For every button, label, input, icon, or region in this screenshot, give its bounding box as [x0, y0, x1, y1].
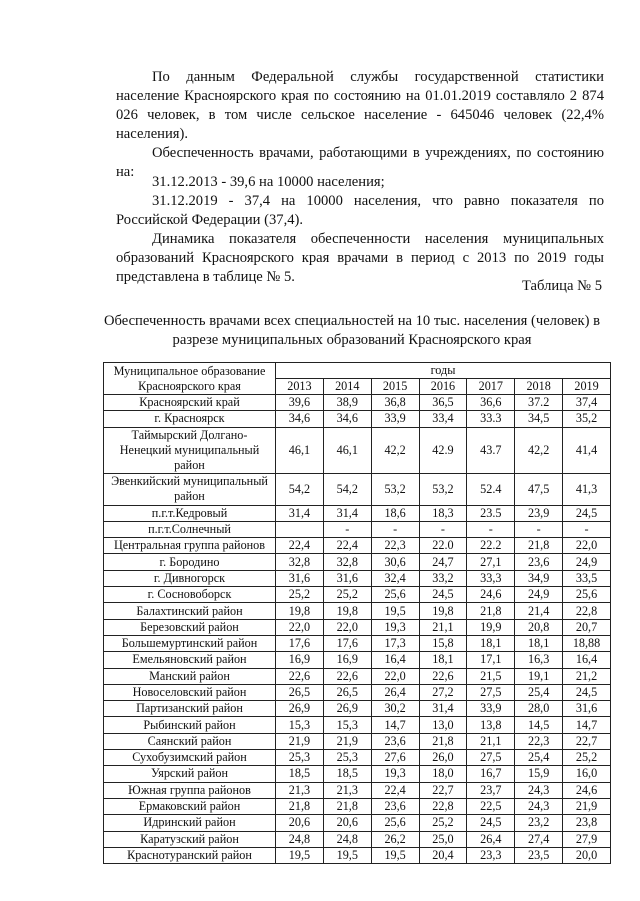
row-value-cell: 34,5: [515, 411, 563, 427]
row-value-cell: 42.9: [419, 427, 467, 473]
paragraph-population: По данным Федеральной службы государственной статистики население Красноярского края по состоянию на 01.01.2019 составляло 2 874 026 человек, в том числе сельское население - 645046 человек (22,4% населения).: [116, 69, 604, 142]
row-value-cell: 42,2: [515, 427, 563, 473]
table-row: [104, 750, 611, 766]
row-municipality-name: Рыбинский район: [104, 717, 276, 733]
row-value-cell: 30,6: [371, 554, 419, 570]
row-municipality-name: г. Сосновоборск: [104, 587, 276, 603]
row-value-cell: 18,1: [419, 652, 467, 668]
table-row: [104, 603, 611, 619]
row-value-cell: 19,9: [467, 619, 515, 635]
row-value-cell: 24,8: [276, 831, 324, 847]
row-municipality-name: Партизанский район: [104, 701, 276, 717]
row-value-cell: 22,0: [563, 538, 611, 554]
row-value-cell: 25,2: [419, 815, 467, 831]
row-value-cell: 23,5: [515, 847, 563, 863]
row-value-cell: 16,4: [563, 652, 611, 668]
paragraph-2019-value: 31.12.2019 - 37,4 на 10000 населения, что равно показателя по Российской Федерации (37,4).: [116, 193, 604, 228]
row-value-cell: 16,9: [276, 652, 324, 668]
row-value-cell: 33.3: [467, 411, 515, 427]
row-value-cell: 27,1: [467, 554, 515, 570]
row-value-cell: 26,9: [276, 701, 324, 717]
row-value-cell: 46,1: [323, 427, 371, 473]
row-value-cell: 43.7: [467, 427, 515, 473]
row-value-cell: 25,6: [371, 587, 419, 603]
row-value-cell: 37.2: [515, 395, 563, 411]
table-row: [104, 538, 611, 554]
row-value-cell: 21,8: [515, 538, 563, 554]
row-value-cell: 23,2: [515, 815, 563, 831]
row-value-cell: 17,6: [323, 635, 371, 651]
header-municipality: Муниципальное образование Красноярского края: [104, 363, 276, 395]
row-municipality-name: Каратузский район: [104, 831, 276, 847]
row-value-cell: 22,8: [419, 798, 467, 814]
row-value-cell: 34,6: [323, 411, 371, 427]
row-value-cell: 25,3: [323, 750, 371, 766]
header-year: 2014: [323, 379, 371, 395]
row-value-cell: 23,7: [467, 782, 515, 798]
row-value-cell: 16,7: [467, 766, 515, 782]
row-value-cell: 19,3: [371, 619, 419, 635]
row-municipality-name: п.г.т.Кедровый: [104, 505, 276, 521]
table-row: [104, 554, 611, 570]
row-value-cell: 47,5: [515, 473, 563, 505]
row-value-cell: 20,0: [563, 847, 611, 863]
row-municipality-name: Новоселовский район: [104, 684, 276, 700]
row-value-cell: 25,2: [323, 587, 371, 603]
row-value-cell: 54,2: [276, 473, 324, 505]
row-value-cell: 26,0: [419, 750, 467, 766]
row-municipality-name: Идринский район: [104, 815, 276, 831]
row-value-cell: 19,8: [419, 603, 467, 619]
row-value-cell: 36,8: [371, 395, 419, 411]
paragraph-dynamics: Динамика показателя обеспеченности населения муниципальных образований Красноярского края врачами в период с 2013 по 2019 годы представлена в таблице № 5.: [116, 231, 604, 285]
row-value-cell: 15,8: [419, 635, 467, 651]
row-value-cell: 24,7: [419, 554, 467, 570]
table-row: [104, 395, 611, 411]
row-value-cell: 23,9: [515, 505, 563, 521]
row-value-cell: 21,8: [467, 603, 515, 619]
row-value-cell: 21,8: [276, 798, 324, 814]
row-value-cell: -: [467, 521, 515, 537]
row-value-cell: 22,3: [515, 733, 563, 749]
row-value-cell: 33,9: [467, 701, 515, 717]
table-row: [104, 587, 611, 603]
row-value-cell: 23,6: [371, 798, 419, 814]
row-value-cell: 31,4: [323, 505, 371, 521]
row-value-cell: 27,9: [563, 831, 611, 847]
row-value-cell: 22.0: [419, 538, 467, 554]
row-value-cell: 39,6: [276, 395, 324, 411]
row-value-cell: 19,1: [515, 668, 563, 684]
row-value-cell: 24,3: [515, 798, 563, 814]
table-row: [104, 831, 611, 847]
row-municipality-name: Центральная группа районов: [104, 538, 276, 554]
row-value-cell: 31,6: [323, 570, 371, 586]
table-row: [104, 505, 611, 521]
row-value-cell: 26,5: [323, 684, 371, 700]
row-value-cell: 21,5: [467, 668, 515, 684]
row-value-cell: 19,8: [323, 603, 371, 619]
row-value-cell: 22,7: [563, 733, 611, 749]
row-value-cell: 15,9: [515, 766, 563, 782]
row-value-cell: 18,1: [515, 635, 563, 651]
row-value-cell: -: [323, 521, 371, 537]
table-row: [104, 815, 611, 831]
row-value-cell: 19,3: [371, 766, 419, 782]
row-value-cell: 27,5: [467, 750, 515, 766]
row-value-cell: 22,7: [419, 782, 467, 798]
row-value-cell: 27,6: [371, 750, 419, 766]
row-municipality-name: Уярский район: [104, 766, 276, 782]
row-municipality-name: Березовский район: [104, 619, 276, 635]
row-value-cell: 22,5: [467, 798, 515, 814]
row-value-cell: 31,4: [276, 505, 324, 521]
row-value-cell: 33,3: [467, 570, 515, 586]
row-value-cell: 23,3: [467, 847, 515, 863]
row-value-cell: 18,88: [563, 635, 611, 651]
row-municipality-name: Емельяновский район: [104, 652, 276, 668]
header-year: 2016: [419, 379, 467, 395]
header-years-group: годы: [276, 363, 611, 379]
row-value-cell: 24,9: [515, 587, 563, 603]
row-value-cell: 14,7: [371, 717, 419, 733]
row-municipality-name: г. Красноярск: [104, 411, 276, 427]
row-value-cell: 20,7: [563, 619, 611, 635]
row-value-cell: 24,5: [563, 505, 611, 521]
table-label: Таблица № 5: [522, 278, 602, 294]
row-value-cell: 24,9: [563, 554, 611, 570]
row-value-cell: 20,6: [276, 815, 324, 831]
row-value-cell: 22,6: [276, 668, 324, 684]
row-value-cell: 53,2: [371, 473, 419, 505]
row-municipality-name: Краснотуранский район: [104, 847, 276, 863]
row-value-cell: 21,2: [563, 668, 611, 684]
row-value-cell: 27,2: [419, 684, 467, 700]
row-value-cell: 22,6: [419, 668, 467, 684]
table-row: [104, 701, 611, 717]
row-value-cell: 22,0: [276, 619, 324, 635]
row-municipality-name: Манский район: [104, 668, 276, 684]
row-municipality-name: Сухобузимский район: [104, 750, 276, 766]
row-value-cell: 42,2: [371, 427, 419, 473]
row-value-cell: 19,5: [371, 847, 419, 863]
row-value-cell: 26,9: [323, 701, 371, 717]
row-value-cell: 20,8: [515, 619, 563, 635]
row-value-cell: 17,3: [371, 635, 419, 651]
table-row: [104, 847, 611, 863]
row-municipality-name: Ермаковский район: [104, 798, 276, 814]
header-year: 2019: [563, 379, 611, 395]
header-year: 2013: [276, 379, 324, 395]
row-value-cell: 18,5: [276, 766, 324, 782]
row-value-cell: 19,5: [276, 847, 324, 863]
row-value-cell: 24,5: [563, 684, 611, 700]
row-value-cell: 26,2: [371, 831, 419, 847]
row-value-cell: 19,8: [276, 603, 324, 619]
row-value-cell: 17,1: [467, 652, 515, 668]
row-value-cell: 26,4: [371, 684, 419, 700]
row-value-cell: 21,1: [419, 619, 467, 635]
row-value-cell: -: [419, 521, 467, 537]
row-municipality-name: г. Бородино: [104, 554, 276, 570]
row-value-cell: 33,2: [419, 570, 467, 586]
row-value-cell: 35,2: [563, 411, 611, 427]
row-value-cell: 41,4: [563, 427, 611, 473]
header-year: 2015: [371, 379, 419, 395]
row-value-cell: 31,6: [276, 570, 324, 586]
table-row: [104, 619, 611, 635]
table-row: [104, 570, 611, 586]
row-value-cell: 24,6: [467, 587, 515, 603]
row-value-cell: 15,3: [323, 717, 371, 733]
table-row: [104, 782, 611, 798]
row-value-cell: 22,3: [371, 538, 419, 554]
table-row: [104, 668, 611, 684]
row-value-cell: 22,8: [563, 603, 611, 619]
row-value-cell: 21,4: [515, 603, 563, 619]
table-row: [104, 798, 611, 814]
row-value-cell: 36,6: [467, 395, 515, 411]
row-municipality-name: п.г.т.Солнечный: [104, 521, 276, 537]
row-value-cell: 22,0: [371, 668, 419, 684]
table-row: [104, 717, 611, 733]
row-value-cell: 16,0: [563, 766, 611, 782]
row-value-cell: 22,4: [371, 782, 419, 798]
row-value-cell: 18,3: [419, 505, 467, 521]
table-row: [104, 684, 611, 700]
row-value-cell: 33,5: [563, 570, 611, 586]
row-value-cell: 22.2: [467, 538, 515, 554]
row-value-cell: 24,5: [419, 587, 467, 603]
table-row: [104, 473, 611, 505]
row-value-cell: 19,5: [323, 847, 371, 863]
row-value-cell: 15,3: [276, 717, 324, 733]
row-value-cell: 33,4: [419, 411, 467, 427]
row-value-cell: 25,4: [515, 684, 563, 700]
row-value-cell: 21,3: [276, 782, 324, 798]
row-value-cell: 21,8: [419, 733, 467, 749]
row-value-cell: 36,5: [419, 395, 467, 411]
row-municipality-name: Эвенкийский муниципальный район: [104, 473, 276, 505]
row-value-cell: 18,0: [419, 766, 467, 782]
table-row: [104, 411, 611, 427]
header-year: 2017: [467, 379, 515, 395]
row-value-cell: [276, 521, 324, 537]
row-value-cell: -: [371, 521, 419, 537]
row-value-cell: 13,0: [419, 717, 467, 733]
row-value-cell: 27,5: [467, 684, 515, 700]
row-value-cell: 34,6: [276, 411, 324, 427]
row-value-cell: 23.5: [467, 505, 515, 521]
row-value-cell: 26,5: [276, 684, 324, 700]
paragraph-doctors-intro: Обеспеченность врачами, работающими в учреждениях, по состоянию на:: [116, 145, 604, 180]
row-value-cell: 24,3: [515, 782, 563, 798]
row-value-cell: 18,6: [371, 505, 419, 521]
row-municipality-name: г. Дивногорск: [104, 570, 276, 586]
row-value-cell: 32,8: [323, 554, 371, 570]
row-value-cell: 25,6: [563, 587, 611, 603]
table-row: [104, 521, 611, 537]
table-row: [104, 427, 611, 473]
table-caption: Обеспеченность врачами всех специальностей на 10 тыс. населения (человек) в разрезе муниципальных образований Красноярского края: [103, 313, 601, 348]
header-year: 2018: [515, 379, 563, 395]
row-value-cell: 21,9: [323, 733, 371, 749]
row-municipality-name: Балахтинский район: [104, 603, 276, 619]
row-value-cell: 13,8: [467, 717, 515, 733]
row-municipality-name: Саянский район: [104, 733, 276, 749]
row-value-cell: 19,5: [371, 603, 419, 619]
row-value-cell: 16,9: [323, 652, 371, 668]
doctors-table: [103, 362, 611, 864]
row-value-cell: 23,8: [563, 815, 611, 831]
row-value-cell: 41,3: [563, 473, 611, 505]
row-value-cell: 26,4: [467, 831, 515, 847]
row-value-cell: 21,3: [323, 782, 371, 798]
row-value-cell: 16,4: [371, 652, 419, 668]
table-row: [104, 652, 611, 668]
row-value-cell: 25,2: [563, 750, 611, 766]
row-value-cell: 25,0: [419, 831, 467, 847]
row-value-cell: 14,5: [515, 717, 563, 733]
row-value-cell: 16,3: [515, 652, 563, 668]
row-value-cell: 21,1: [467, 733, 515, 749]
row-value-cell: 54,2: [323, 473, 371, 505]
row-value-cell: 25,2: [276, 587, 324, 603]
row-value-cell: 32,4: [371, 570, 419, 586]
row-value-cell: -: [563, 521, 611, 537]
table-row: [104, 635, 611, 651]
row-value-cell: 20,6: [323, 815, 371, 831]
row-value-cell: 23,6: [371, 733, 419, 749]
table-row: [104, 766, 611, 782]
row-value-cell: -: [515, 521, 563, 537]
row-municipality-name: Красноярский край: [104, 395, 276, 411]
row-value-cell: 25,6: [371, 815, 419, 831]
row-value-cell: 27,4: [515, 831, 563, 847]
row-value-cell: 22,4: [276, 538, 324, 554]
row-value-cell: 53,2: [419, 473, 467, 505]
row-value-cell: 22,4: [323, 538, 371, 554]
row-value-cell: 31,4: [419, 701, 467, 717]
row-value-cell: 18,5: [323, 766, 371, 782]
row-value-cell: 20,4: [419, 847, 467, 863]
row-value-cell: 46,1: [276, 427, 324, 473]
row-value-cell: 25,3: [276, 750, 324, 766]
row-value-cell: 21,9: [276, 733, 324, 749]
row-value-cell: 30,2: [371, 701, 419, 717]
paragraph-2013-value: 31.12.2013 - 39,6 на 10000 населения;: [152, 174, 385, 190]
row-value-cell: 17,6: [276, 635, 324, 651]
row-municipality-name: Южная группа районов: [104, 782, 276, 798]
row-value-cell: 23,6: [515, 554, 563, 570]
row-value-cell: 38,9: [323, 395, 371, 411]
row-value-cell: 21,9: [563, 798, 611, 814]
row-value-cell: 22,6: [323, 668, 371, 684]
row-municipality-name: Большемуртинский район: [104, 635, 276, 651]
row-value-cell: 37,4: [563, 395, 611, 411]
row-value-cell: 24,6: [563, 782, 611, 798]
row-value-cell: 25,4: [515, 750, 563, 766]
row-value-cell: 14,7: [563, 717, 611, 733]
row-value-cell: 34,9: [515, 570, 563, 586]
row-value-cell: 22,0: [323, 619, 371, 635]
row-value-cell: 31,6: [563, 701, 611, 717]
row-value-cell: 33,9: [371, 411, 419, 427]
row-value-cell: 18,1: [467, 635, 515, 651]
row-value-cell: 24,5: [467, 815, 515, 831]
row-municipality-name: Таймырский Долгано-Ненецкий муниципальный район: [104, 427, 276, 473]
row-value-cell: 32,8: [276, 554, 324, 570]
row-value-cell: 21,8: [323, 798, 371, 814]
table-row: [104, 733, 611, 749]
row-value-cell: 24,8: [323, 831, 371, 847]
row-value-cell: 28,0: [515, 701, 563, 717]
row-value-cell: 52.4: [467, 473, 515, 505]
